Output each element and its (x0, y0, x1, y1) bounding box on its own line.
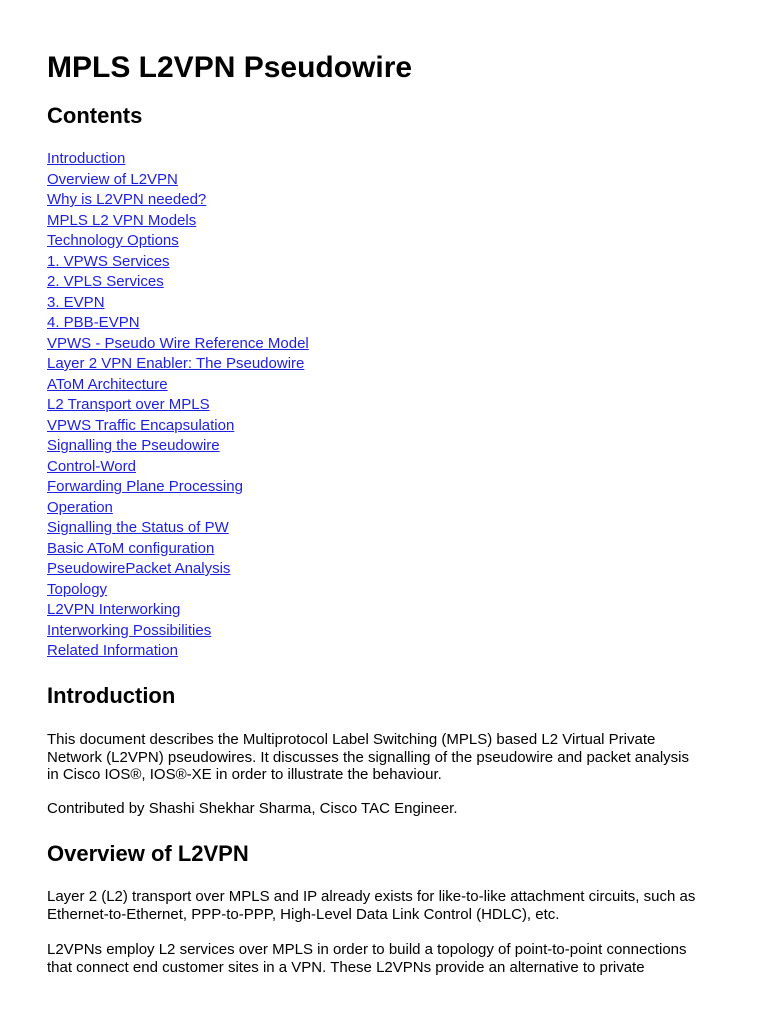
overview-paragraph-1 (47, 888, 737, 923)
table-of-contents (47, 149, 309, 662)
toc-link-forwarding-plane[interactable]: Forwarding Plane Processing (47, 478, 243, 495)
toc-item (47, 600, 309, 621)
text-line: Network (L2VPN) pseudowires. It discusses the signalling of the pseudowire and packet analysis (47, 748, 689, 766)
toc-link-vpws-reference-model[interactable]: VPWS - Pseudo Wire Reference Model (47, 334, 309, 352)
toc-link-basic-atom-config[interactable]: Basic AToM configuration (47, 539, 215, 557)
toc-link-related-information[interactable]: Related Information (47, 642, 178, 659)
toc-item (47, 621, 309, 642)
toc-link-vpls-services[interactable]: 2. VPLS Services (47, 273, 164, 290)
toc-link-signalling-pseudowire[interactable]: Signalling the Pseudowire (47, 437, 220, 454)
toc-item (47, 354, 309, 375)
toc-item (47, 457, 309, 478)
toc-item (47, 641, 309, 662)
toc-item (47, 190, 309, 211)
toc-item (47, 272, 309, 293)
text-line: Contributed by Shashi Shekhar Sharma, Cisco TAC Engineer. (47, 800, 458, 817)
toc-item (47, 293, 309, 314)
toc-item (47, 334, 309, 355)
toc-link-evpn[interactable]: 3. EVPN (47, 293, 105, 311)
toc-item (47, 477, 309, 498)
text-line: Layer 2 (L2) transport over MPLS and IP already exists for like-to-like attachment circuits, such as (47, 888, 696, 905)
toc-item (47, 231, 309, 252)
toc-item (47, 375, 309, 396)
toc-link-vpws-encapsulation[interactable]: VPWS Traffic Encapsulation (47, 416, 235, 434)
toc-link-l2-transport[interactable]: L2 Transport over MPLS (47, 396, 210, 413)
toc-item (47, 149, 309, 170)
toc-item (47, 416, 309, 437)
toc-link-l2vpn-interworking[interactable]: L2VPN Interworking (47, 601, 181, 618)
contents-heading: Contents (47, 103, 143, 128)
toc-item (47, 252, 309, 273)
toc-item (47, 498, 309, 519)
toc-link-overview[interactable]: Overview of L2VPN (47, 170, 178, 188)
toc-item (47, 539, 309, 560)
toc-link-packet-analysis[interactable]: PseudowirePacket Analysis (47, 560, 231, 577)
text-line: that connect end customer sites in a VPN. These L2VPNs provide an alternative to private (47, 958, 645, 976)
overview-paragraph-2 (47, 941, 737, 976)
toc-item (47, 559, 309, 580)
toc-item (47, 211, 309, 232)
toc-item (47, 395, 309, 416)
introduction-paragraph (47, 731, 737, 784)
toc-link-interworking-possibilities[interactable]: Interworking Possibilities (47, 621, 212, 639)
text-line: L2VPNs employ L2 services over MPLS in order to build a topology of point-to-point connections (47, 941, 687, 958)
toc-item (47, 580, 309, 601)
toc-link-signalling-status[interactable]: Signalling the Status of PW (47, 519, 229, 536)
toc-link-pseudowire-enabler[interactable]: Layer 2 VPN Enabler: The Pseudowire (47, 355, 305, 372)
toc-link-control-word[interactable]: Control-Word (47, 457, 136, 475)
toc-link-technology-options[interactable]: Technology Options (47, 232, 179, 249)
text-line: in Cisco IOS®, IOS®-XE in order to illustrate the behaviour. (47, 766, 442, 783)
toc-link-vpws-services[interactable]: 1. VPWS Services (47, 252, 170, 270)
toc-link-why-l2vpn[interactable]: Why is L2VPN needed? (47, 191, 207, 208)
toc-link-l2vpn-models[interactable]: MPLS L2 VPN Models (47, 211, 197, 229)
contributor-paragraph (47, 800, 737, 818)
introduction-heading: Introduction (47, 683, 176, 708)
text-line: This document describes the Multiprotocol Label Switching (MPLS) based L2 Virtual Private (47, 731, 656, 748)
toc-item (47, 518, 309, 539)
toc-link-introduction[interactable]: Introduction (47, 150, 126, 167)
toc-item (47, 313, 309, 334)
toc-item (47, 170, 309, 191)
document-title: MPLS L2VPN Pseudowire (47, 51, 413, 84)
text-line: Ethernet-to-Ethernet, PPP-to-PPP, High-Level Data Link Control (HDLC), etc. (47, 905, 560, 923)
toc-link-atom-architecture[interactable]: AToM Architecture (47, 375, 168, 393)
toc-link-topology[interactable]: Topology (47, 580, 108, 598)
toc-item (47, 436, 309, 457)
toc-link-operation[interactable]: Operation (47, 498, 113, 516)
toc-link-pbb-evpn[interactable]: 4. PBB-EVPN (47, 314, 140, 331)
overview-heading: Overview of L2VPN (47, 841, 249, 866)
